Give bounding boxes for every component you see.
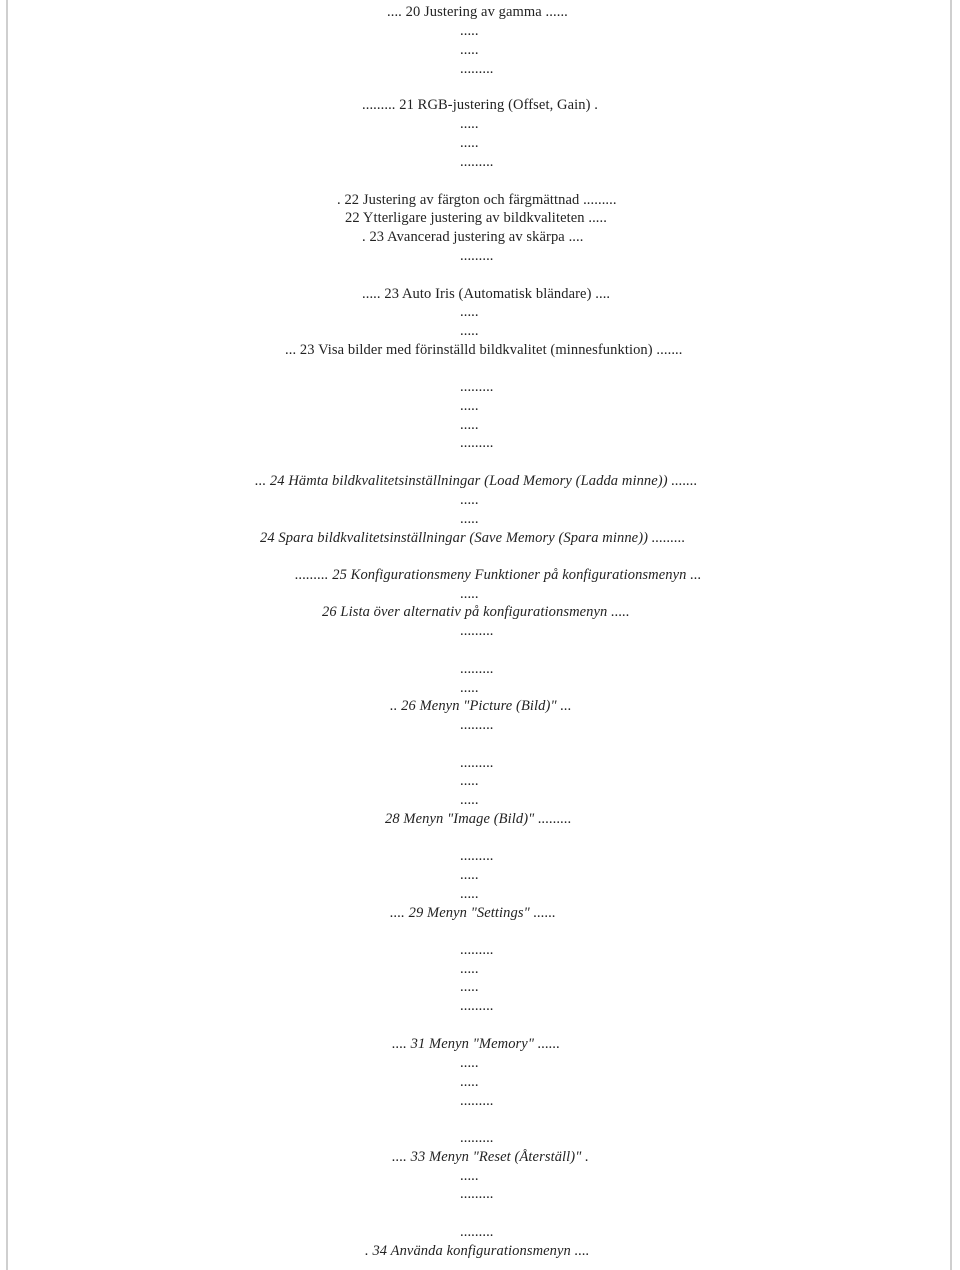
toc-leader-dots: ......... [460,661,494,677]
toc-leader-dots: ......... [460,1186,494,1202]
toc-entry: ..... 23 Auto Iris (Automatisk bländare) .... [362,286,611,302]
toc-leader-dots: ......... [460,848,494,864]
toc-leader-dots: ..... [460,511,479,527]
toc-entry: ... 23 Visa bilder med förinställd bildkvalitet (minnesfunktion) ....... [285,342,683,358]
toc-leader-dots: ..... [460,586,479,602]
toc-leader-dots: ......... [460,435,494,451]
toc-leader-dots: ..... [460,135,479,151]
toc-leader-dots: ..... [460,1168,479,1184]
toc-entry: 28 Menyn "Image (Bild)" ......... [385,811,572,827]
toc-entry: 26 Lista över alternativ på konfigurationsmenyn ..... [322,604,630,620]
toc-leader-dots: ......... [460,61,494,77]
toc-leader-dots: ..... [460,323,479,339]
toc-leader-dots: ......... [460,154,494,170]
toc-entry: 24 Spara bildkvalitetsinställningar (Save Memory (Spara minne)) ......... [260,530,686,546]
toc-leader-dots: ......... [460,717,494,733]
toc-entry: .... 33 Menyn "Reset (Återställ)" . [392,1149,589,1165]
toc-entry: .... 29 Menyn "Settings" ...... [390,905,556,921]
toc-leader-dots: ..... [460,398,479,414]
toc-leader-dots: ..... [460,773,479,789]
toc-leader-dots: ..... [460,886,479,902]
toc-leader-dots: ......... [460,623,494,639]
toc-leader-dots: ..... [460,23,479,39]
toc-leader-dots: ..... [460,1055,479,1071]
toc-leader-dots: ..... [460,867,479,883]
toc-leader-dots: ......... [460,248,494,264]
toc-leader-dots: ......... [460,379,494,395]
toc-leader-dots: ..... [460,304,479,320]
toc-leader-dots: ..... [460,116,479,132]
toc-leader-dots: ..... [460,492,479,508]
toc-entry: ......... 21 RGB-justering (Offset, Gain) . [362,97,599,113]
toc-entry: . 23 Avancerad justering av skärpa .... [362,229,584,245]
toc-leader-dots: ..... [460,792,479,808]
toc-entry: .... 31 Menyn "Memory" ...... [392,1036,561,1052]
toc-leader-dots: ..... [460,42,479,58]
toc-entry: ......... 25 Konfigurationsmeny Funktioner på konfigurationsmenyn ... [295,567,702,583]
toc-entry: .... 20 Justering av gamma ...... [387,4,568,20]
toc-entry: . 22 Justering av färgton och färgmättnad ......... [337,192,617,208]
toc-entry: . 34 Använda konfigurationsmenyn .... [365,1243,590,1259]
toc-leader-dots: ..... [460,961,479,977]
toc-leader-dots: ......... [460,1224,494,1240]
toc-leader-dots: ..... [460,680,479,696]
toc-entry: .. 26 Menyn "Picture (Bild)" ... [390,698,572,714]
toc-leader-dots: ......... [460,942,494,958]
toc-entry: 22 Ytterligare justering av bildkvaliteten ..... [345,210,607,226]
toc-leader-dots: ......... [460,1093,494,1109]
toc-leader-dots: ......... [460,1130,494,1146]
toc-leader-dots: ..... [460,979,479,995]
toc-entry: ... 24 Hämta bildkvalitetsinställningar (Load Memory (Ladda minne)) ....... [255,473,698,489]
toc-leader-dots: ......... [460,998,494,1014]
toc-leader-dots: ......... [460,755,494,771]
toc-leader-dots: ..... [460,417,479,433]
toc-leader-dots: ..... [460,1074,479,1090]
